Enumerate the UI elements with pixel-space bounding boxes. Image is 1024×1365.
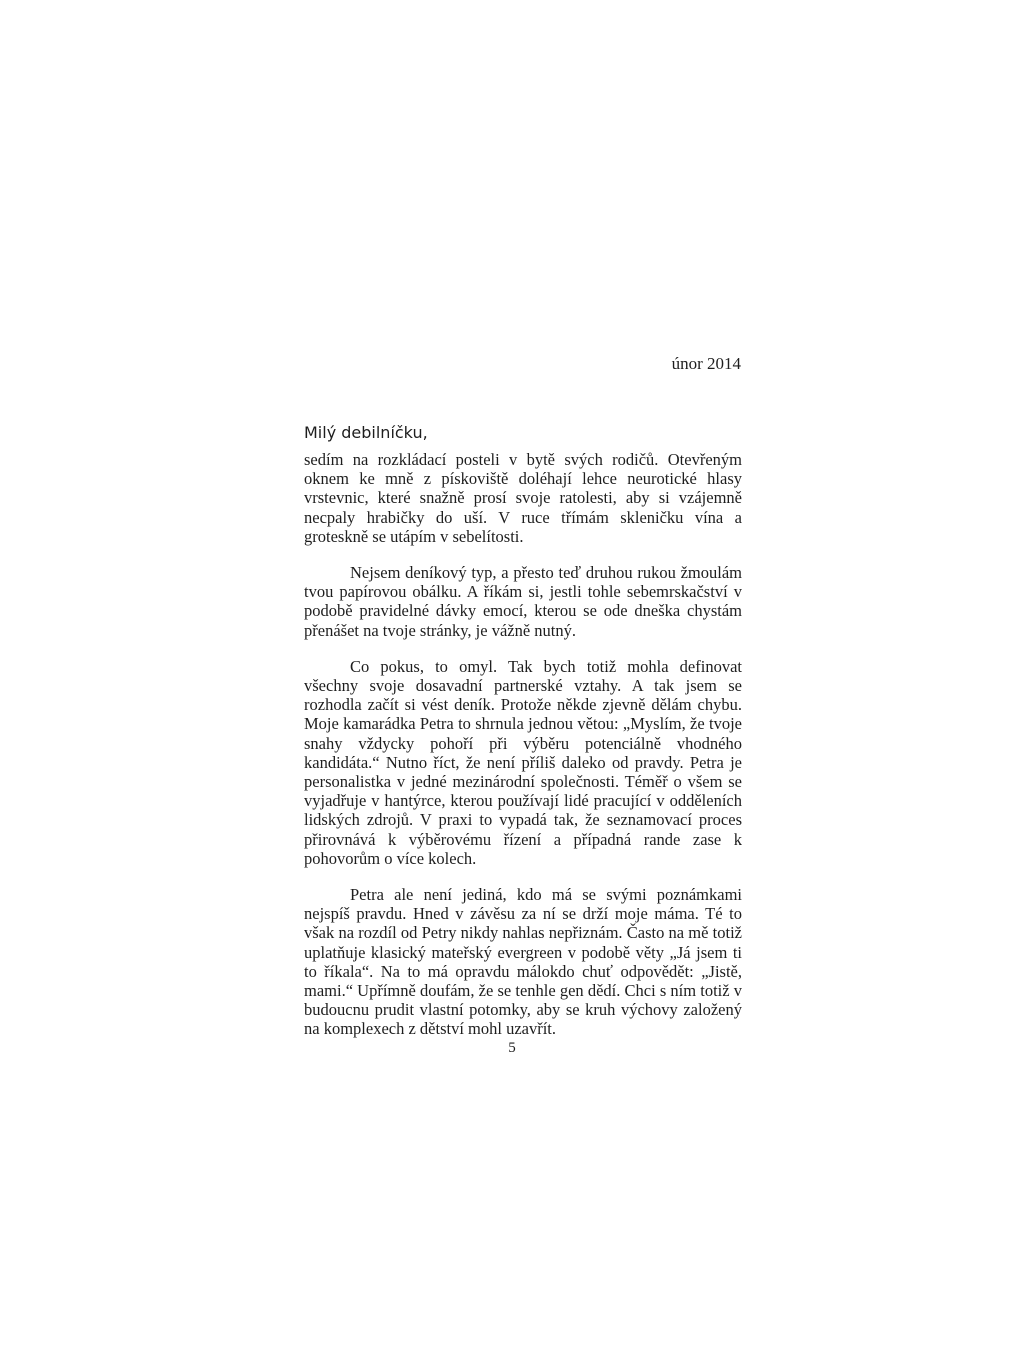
letter-body xyxy=(304,450,742,1056)
diary-entry-date: únor 2014 xyxy=(671,354,741,373)
paragraph-3: Co pokus, to omyl. Tak bych totiž mohla definovat všechny svoje dosavadní partnerské vztahy. A tak jsem se rozhodla začít si vést deník. Protože někde zjevně dělám chybu. Moje kamarádka Petra to shrnula jednou větou: „Myslím, že tvoje snahy vždycky pohoří při výběru potenciálně vhodného kandidáta.“ Nutno říct, že není příliš daleko od pravdy. Petra je personalistka v jedné mezinárodní společnosti. Téměř o všem se vyjadřuje v hantýrce, kterou používají lidé pracující v odděleních lidských zdrojů. V praxi to vypadá tak, že seznamovací proces přirovnává k výběrovému řízení a případná rande zase k pohovorům o více kolech. xyxy=(304,656,742,868)
paragraph-1: sedím na rozkládací posteli v bytě svých rodičů. Otevřeným oknem ke mně z pískoviště doléhají lehce neurotické hlasy vrstevnic, které snažně prosí svoje ratolesti, aby si vzájemně necpaly hrabičky do uší. V ruce třímám skleničku vína a groteskně se utápím v sebelítosti. xyxy=(304,450,742,546)
letter-salutation: Milý debilníčku, xyxy=(304,423,428,442)
paragraph-2: Nejsem deníkový typ, a přesto teď druhou rukou žmoulám tvou papírovou obálku. A říkám si, jestli tohle sebemrskačství v podobě pravidelné dávky emocí, kterou se ode dneška chystám přenášet na tvoje stránky, je vážně nutný. xyxy=(304,563,742,640)
paragraph-4: Petra ale není jediná, kdo má se svými poznámkami nejspíš pravdu. Hned v závěsu za ní se drží moje máma. Té to však na rozdíl od Petry nikdy nahlas nepřiznám. Často na mě totiž uplatňuje klasický mateřský evergreen v podobě věty „Já jsem ti to říkala“. Na to má opravdu málokdo chuť odpovědět: „Jistě, mami.“ Upřímně doufám, že se tenhle gen dědí. Chci s ním totiž v budoucnu prudit vlastní potomky, aby se kruh výchovy založený na komplexech z dětství mohl uzavřít. xyxy=(304,885,742,1039)
page-number: 5 xyxy=(508,1040,516,1056)
